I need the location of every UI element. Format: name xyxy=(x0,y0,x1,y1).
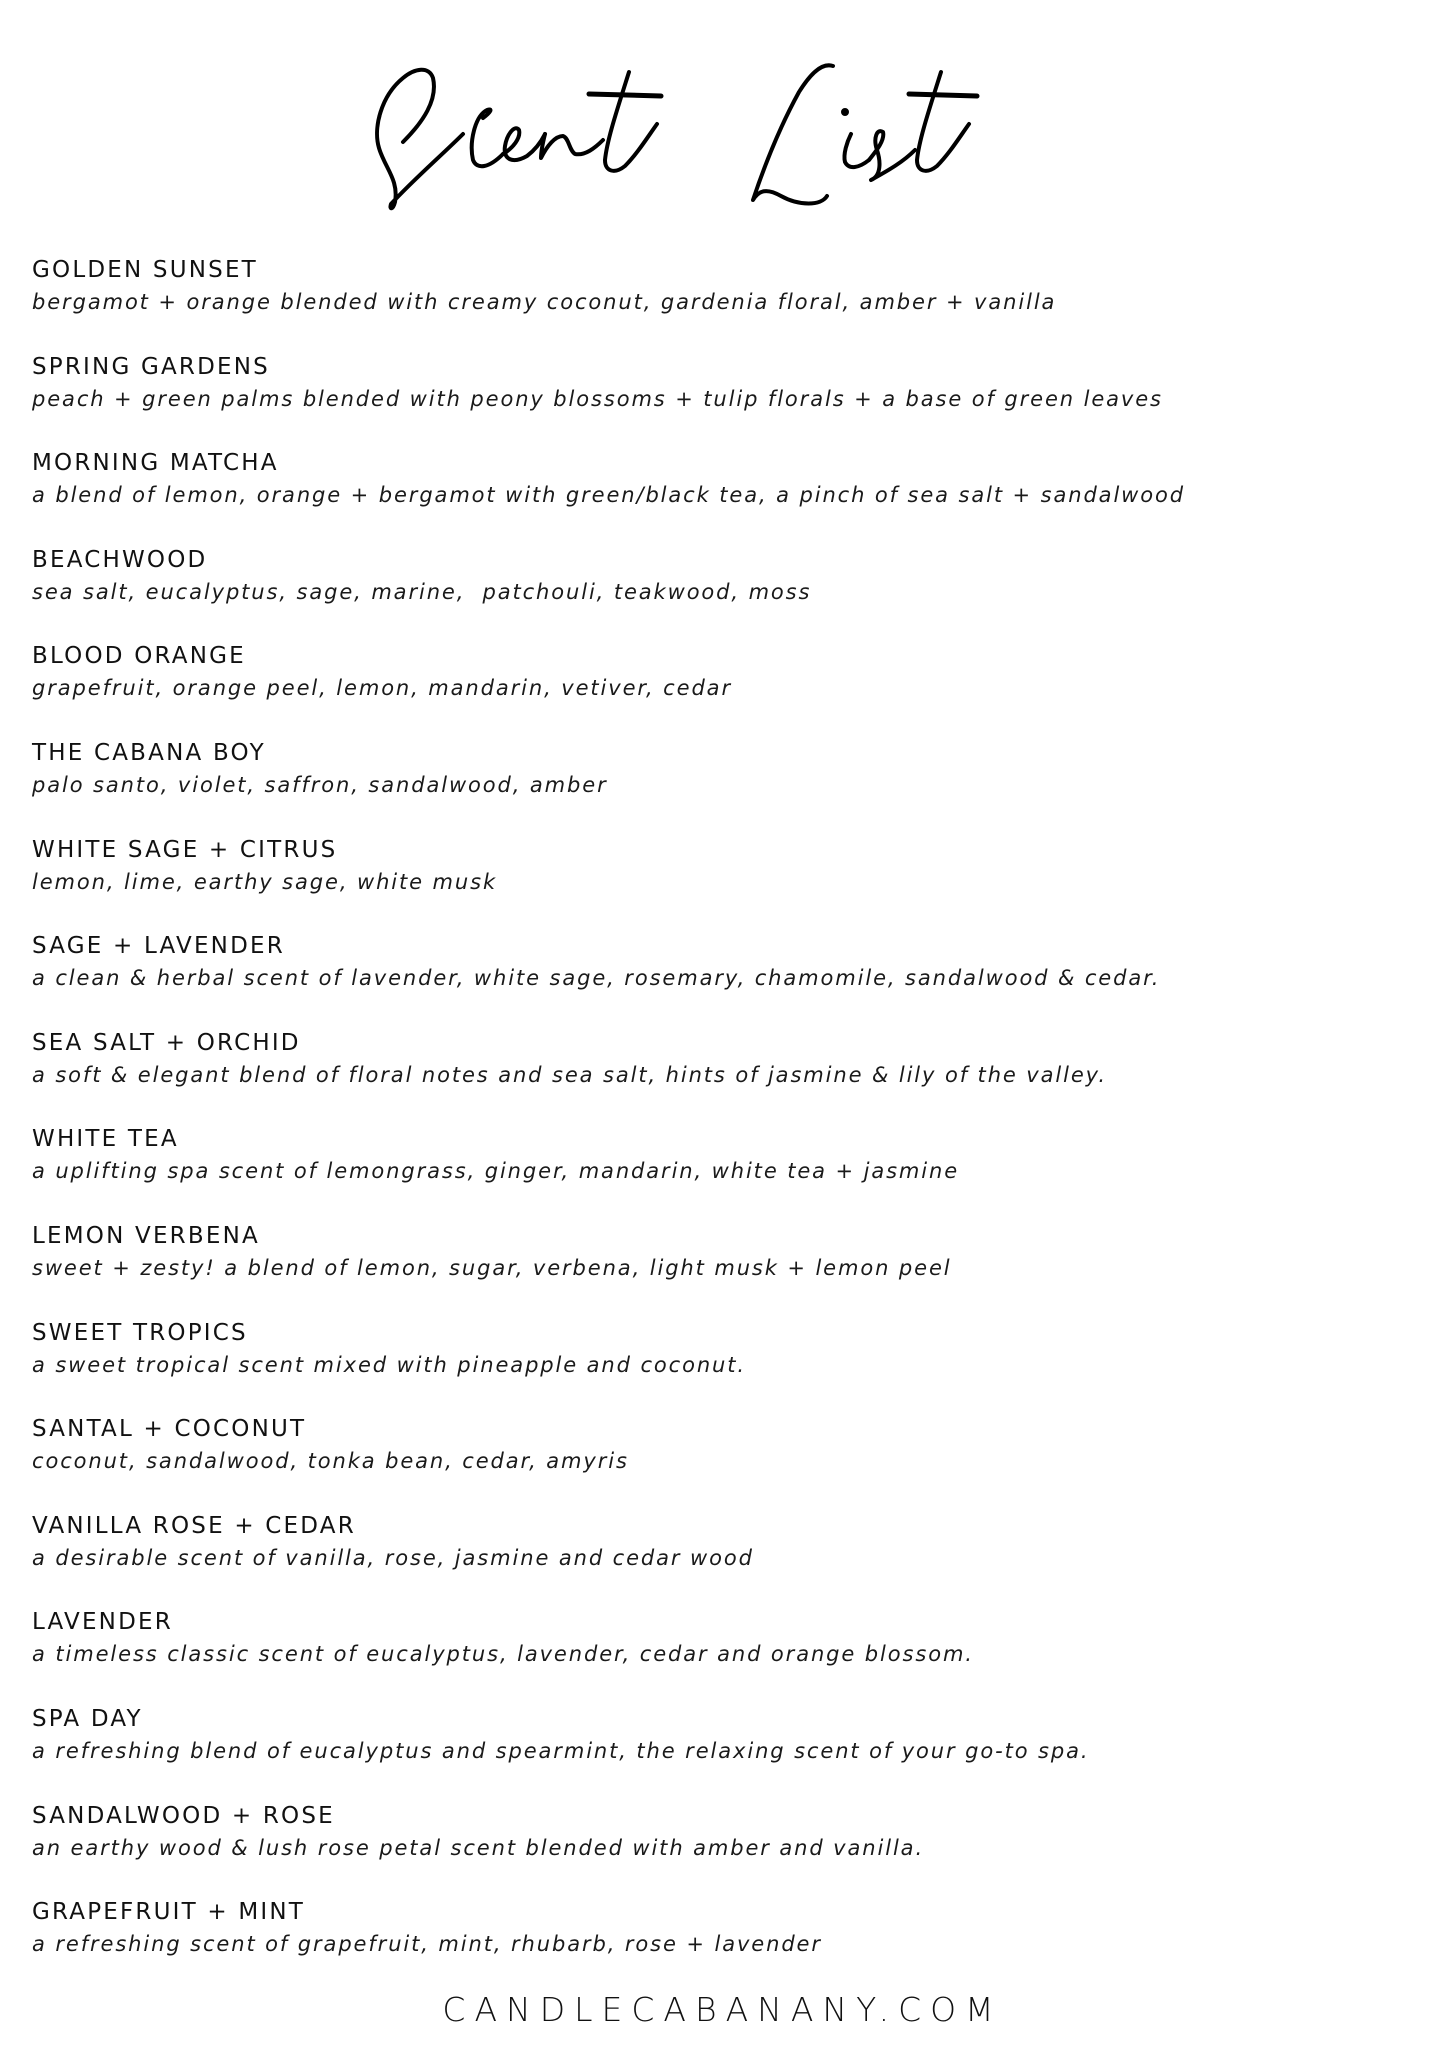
scent-name: LEMON VERBENA xyxy=(32,1222,260,1249)
website-footer: CANDLECABANANY.COM xyxy=(442,1990,1003,2029)
scent-name: GOLDEN SUNSET xyxy=(32,257,258,283)
scent-name: VANILLA ROSE + CEDAR xyxy=(32,1512,356,1539)
scent-description: a refreshing blend of eucalyptus and spearmint, the relaxing scent of your go-to spa. xyxy=(32,1738,1090,1763)
scent-name: MORNING MATCHA xyxy=(32,450,279,477)
scent-entry xyxy=(32,254,1422,351)
scent-description: a desirable scent of vanilla, rose, jasmine and cedar wood xyxy=(32,1545,754,1570)
scent-entry xyxy=(32,1027,1422,1124)
scent-description: palo santo, violet, saffron, sandalwood, amber xyxy=(32,772,608,797)
scent-description: a sweet tropical scent mixed with pineapple and coconut. xyxy=(32,1352,746,1377)
script-title-graphic xyxy=(363,30,1083,220)
scent-description: a soft & elegant blend of floral notes and sea salt, hints of jasmine & lily of the valley. xyxy=(32,1062,1107,1087)
scent-list xyxy=(32,254,1422,1993)
scent-name: SAGE + LAVENDER xyxy=(32,933,285,960)
scent-entry xyxy=(32,1800,1422,1897)
scent-name: SANDALWOOD + ROSE xyxy=(32,1802,335,1829)
scent-description: sweet + zesty! a blend of lemon, sugar, verbena, light musk + lemon peel xyxy=(32,1255,952,1280)
scent-description: sea salt, eucalyptus, sage, marine, patchouli, teakwood, moss xyxy=(32,579,812,604)
scent-description: peach + green palms blended with peony blossoms + tulip florals + a base of green leaves xyxy=(32,386,1163,411)
scent-description: lemon, lime, earthy sage, white musk xyxy=(32,869,498,894)
scent-description: a refreshing scent of grapefruit, mint, rhubarb, rose + lavender xyxy=(32,1932,822,1957)
scent-entry xyxy=(32,640,1422,737)
scent-name: BLOOD ORANGE xyxy=(32,643,246,670)
scent-entry xyxy=(32,930,1422,1027)
scent-entry xyxy=(32,1413,1422,1510)
scent-name: SPRING GARDENS xyxy=(32,353,270,380)
scent-entry xyxy=(32,351,1422,448)
scent-name: SEA SALT + ORCHID xyxy=(32,1029,301,1056)
scent-description: a clean & herbal scent of lavender, white sage, rosemary, chamomile, sandalwood & cedar. xyxy=(32,966,1161,991)
scent-description: a uplifting spa scent of lemongrass, ginger, mandarin, white tea + jasmine xyxy=(32,1159,960,1184)
scent-name: WHITE TEA xyxy=(32,1126,179,1153)
scent-name: SPA DAY xyxy=(32,1705,143,1732)
scent-description: grapefruit, orange peel, lemon, mandarin, vetiver, cedar xyxy=(32,676,732,701)
page-title xyxy=(0,30,1445,220)
scent-entry xyxy=(32,1123,1422,1220)
scent-description: a blend of lemon, orange + bergamot with green/black tea, a pinch of sea salt + sandalwood xyxy=(32,483,1185,508)
scent-entry xyxy=(32,1896,1422,1993)
scent-entry xyxy=(32,1703,1422,1800)
scent-name: SANTAL + COCONUT xyxy=(32,1416,307,1443)
scent-name: GRAPEFRUIT + MINT xyxy=(32,1899,306,1926)
scent-name: LAVENDER xyxy=(32,1609,173,1636)
scent-name: THE CABANA BOY xyxy=(32,739,266,766)
scent-name: WHITE SAGE + CITRUS xyxy=(32,836,338,863)
scent-entry xyxy=(32,544,1422,641)
scent-description: an earthy wood & lush rose petal scent blended with amber and vanilla. xyxy=(32,1835,925,1860)
scent-entry xyxy=(32,1606,1422,1703)
scent-description: bergamot + orange blended with creamy coconut, gardenia floral, amber + vanilla xyxy=(32,290,1057,314)
scent-name: SWEET TROPICS xyxy=(32,1319,248,1346)
scent-entry xyxy=(32,1317,1422,1414)
scent-description: coconut, sandalwood, tonka bean, cedar, amyris xyxy=(32,1449,629,1474)
scent-entry xyxy=(32,1220,1422,1317)
scent-name: BEACHWOOD xyxy=(32,546,208,573)
scent-entry xyxy=(32,1510,1422,1607)
scent-entry xyxy=(32,737,1422,834)
scent-description: a timeless classic scent of eucalyptus, lavender, cedar and orange blossom. xyxy=(32,1642,974,1667)
scent-entry xyxy=(32,447,1422,544)
scent-entry xyxy=(32,834,1422,931)
